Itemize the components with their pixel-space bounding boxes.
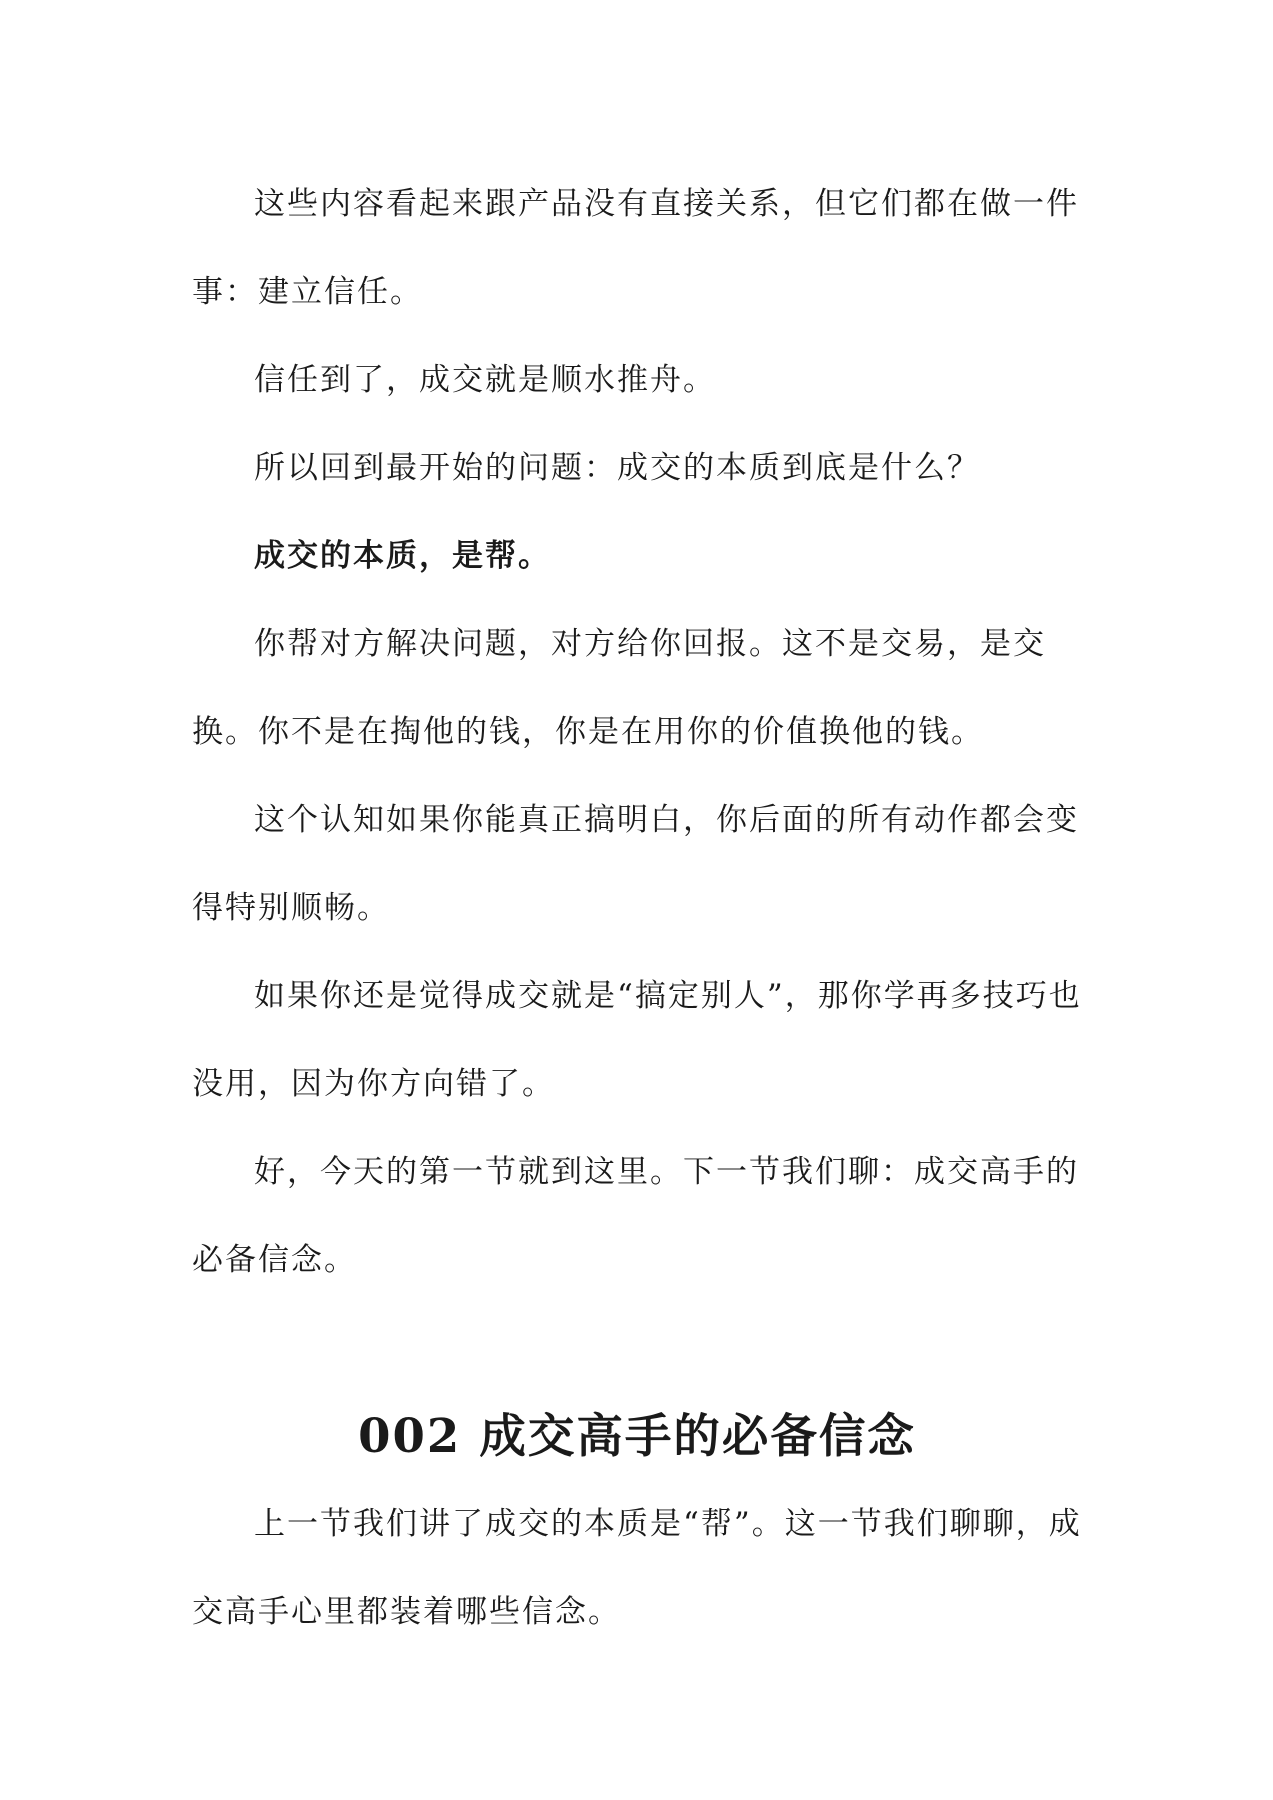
paragraph: 所以回到最开始的问题：成交的本质到底是什么？: [254, 450, 980, 486]
emphasis-paragraph: 成交的本质，是帮。: [254, 538, 551, 574]
section-title: 002 成交高手的必备信念: [358, 1408, 916, 1463]
paragraph: 好，今天的第一节就到这里。下一节我们聊：成交高手的必备信念。: [192, 1154, 1079, 1278]
document-body: [192, 160, 1082, 1656]
paragraph: 如果你还是觉得成交就是“搞定别人”，那你学再多技巧也没用，因为你方向错了。: [192, 978, 1082, 1102]
paragraph: 这个认知如果你能真正搞明白，你后面的所有动作都会变得特别顺畅。: [192, 802, 1079, 926]
paragraph: 信任到了，成交就是顺水推舟。: [254, 362, 716, 398]
paragraph: 这些内容看起来跟产品没有直接关系，但它们都在做一件事：建立信任。: [192, 186, 1079, 310]
paragraph: 你帮对方解决问题，对方给你回报。这不是交易，是交换。你不是在掏他的钱，你是在用你的价值换他的钱。: [192, 626, 1046, 750]
section-spacer: [192, 1304, 1082, 1392]
paragraph: 上一节我们讲了成交的本质是“帮”。这一节我们聊聊，成交高手心里都装着哪些信念。: [192, 1506, 1082, 1630]
